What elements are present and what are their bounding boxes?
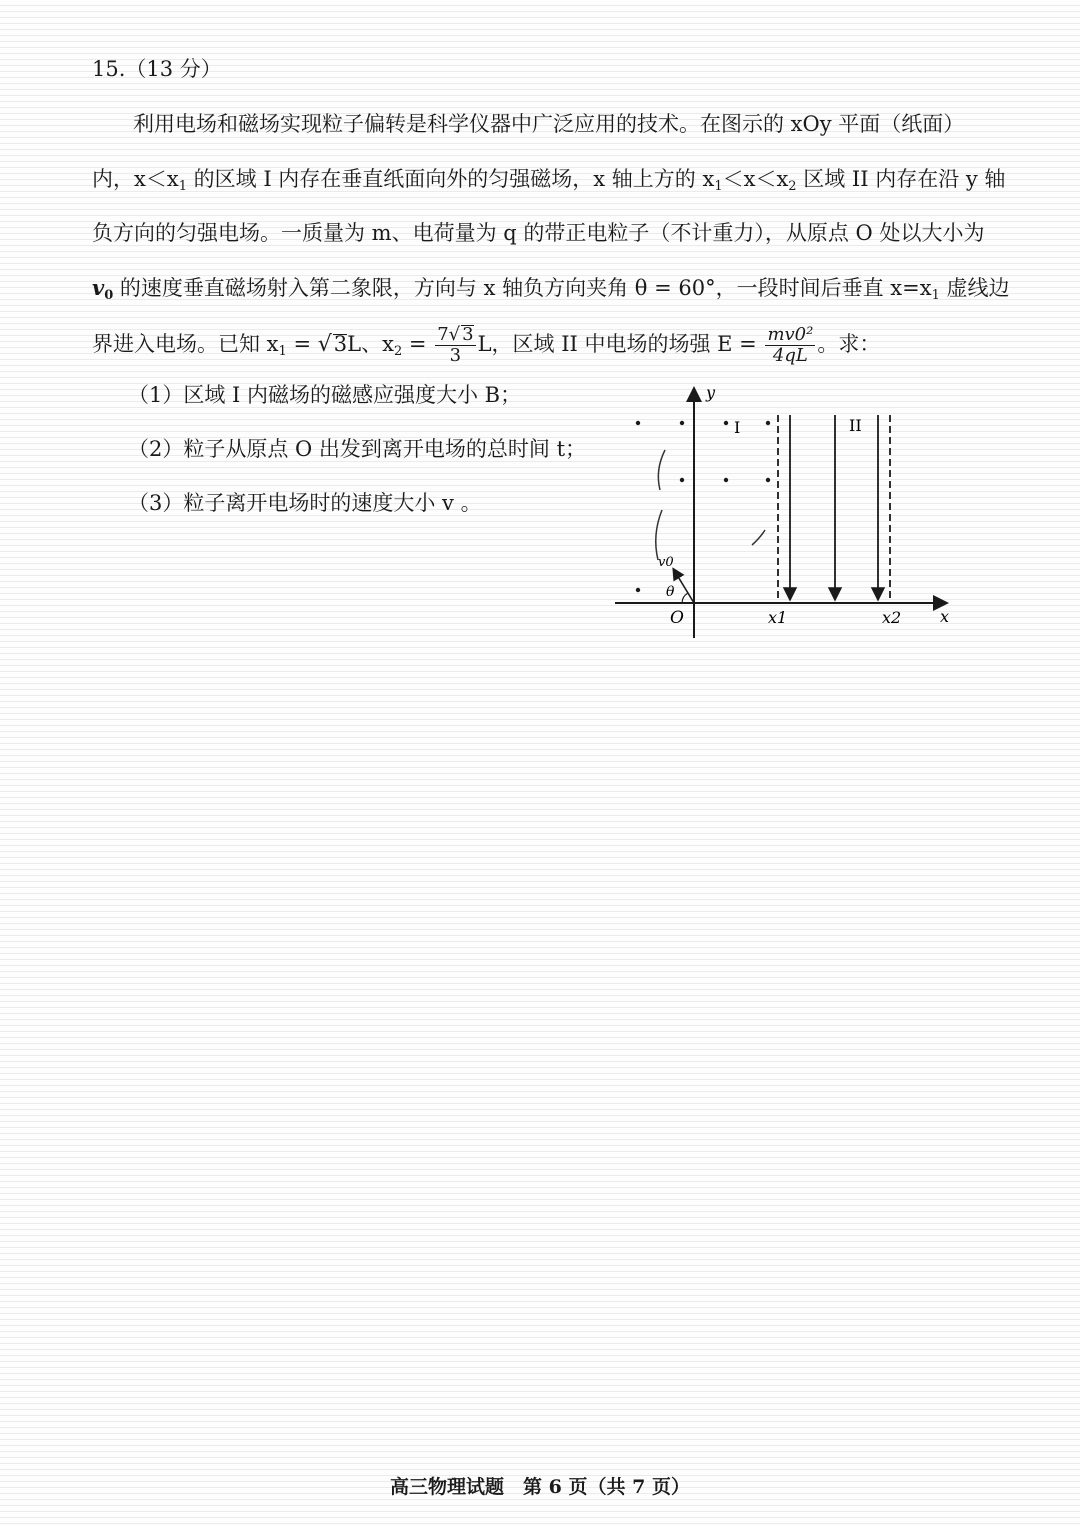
question-stem-line-2: 内，$x<x_1$ 的区域 I 内存在垂直纸面向外的匀强磁场，x 轴上方的 $x_1<x<x_2$ 区域 II 内存在沿 y 轴 bbox=[92, 167, 1006, 194]
v0-label: v0 bbox=[658, 555, 674, 570]
sub-question-1: （1）区域 I 内磁场的磁感应强度大小 B； bbox=[128, 383, 522, 407]
question-stem-line-4: $v_0$ 的速度垂直磁场射入第二象限，方向与 x 轴负方向夹角 θ = 60°，一段时间后垂直 $x=x_1$ 虚线边 bbox=[92, 275, 1010, 303]
sub-question-3: （3）粒子离开电场时的速度大小 v 。 bbox=[128, 491, 482, 515]
trajectory-arc-1 bbox=[658, 450, 665, 490]
x2-label: x2 bbox=[882, 608, 902, 627]
trajectory-arc-2 bbox=[656, 510, 662, 560]
region-1-label: I bbox=[734, 418, 741, 437]
x1-label: x1 bbox=[768, 608, 788, 627]
velocity-vector bbox=[674, 570, 694, 603]
trajectory-arc-3 bbox=[752, 530, 765, 545]
theta-arc bbox=[682, 593, 688, 603]
origin-label: O bbox=[670, 608, 684, 628]
y-axis-label: y bbox=[706, 383, 716, 402]
question-stem-line-5: 界进入电场。已知 $x_1 = √3L$、$x_2$ = $\frac{7√ 3}{3}$ L，区域 II 中电场的场强 E = $\frac{\text{mv0²}}{4qL}$ 。求： bbox=[92, 324, 881, 366]
region-2-label: II bbox=[849, 416, 862, 435]
question-stem-line-1: 利用电场和磁场实现粒子偏转是科学仪器中广泛应用的技术。在图示的 xOy 平面（纸面） bbox=[133, 112, 965, 136]
page-footer: 高三物理试题 第 6 页（共 7 页） bbox=[390, 1476, 690, 1498]
magnetic-field-dots bbox=[636, 421, 770, 592]
fraction-x2: $\frac{7√ 3}{3}$ bbox=[437, 324, 474, 366]
electric-field-arrows bbox=[790, 415, 878, 598]
theta-label: θ bbox=[666, 584, 675, 600]
field-diagram bbox=[600, 370, 980, 650]
question-stem-line-3: 负方向的匀强电场。一质量为 m、电荷量为 q 的带正电粒子（不计重力），从原点 O 处以大小为 bbox=[92, 221, 985, 245]
question-number: 15.（13 分） bbox=[92, 57, 222, 81]
fraction-E: $\frac{\text{mv0²}}{4qL}$ bbox=[767, 324, 814, 366]
x-axis-label: x bbox=[940, 607, 950, 626]
sub-question-2: （2）粒子从原点 O 出发到离开电场的总时间 t； bbox=[128, 437, 587, 461]
